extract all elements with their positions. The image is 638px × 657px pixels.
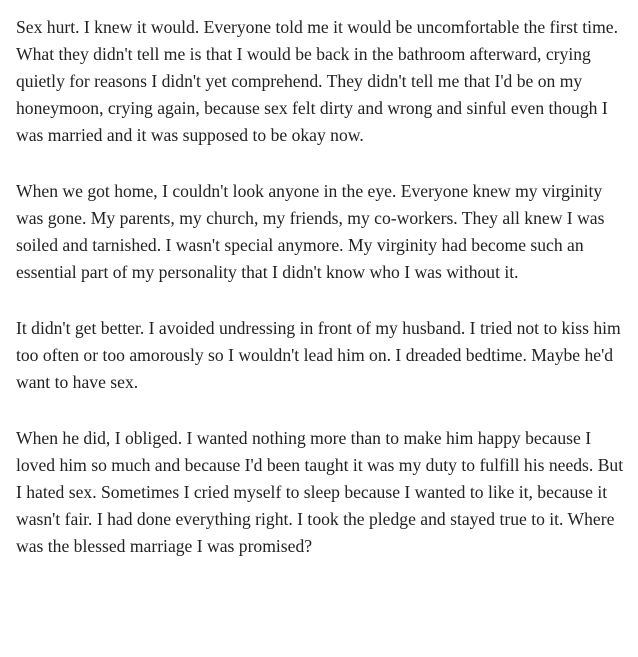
paragraph-2: When we got home, I couldn't look anyone in the eye. Everyone knew my virginity was gone. My parents, my church, my friends, my co-workers. They all knew I was soiled and tarnished. I wasn't special anymore. My virginity had become such an essential part of my personality that I didn't know who I was without it. xyxy=(16,181,605,282)
paragraph-4: When he did, I obliged. I wanted nothing more than to make him happy because I loved him so much and because I'd been taught it was my duty to fulfill his needs. But I hated sex. Sometimes I cried myself to sleep because I wanted to like it, because it wasn't fair. I had done everything right. I took the pledge and stayed true to it. Where was the blessed marriage I was promised? xyxy=(16,428,624,556)
paragraph-3: It didn't get better. I avoided undressing in front of my husband. I tried not to kiss him too often or too amorously so I wouldn't lead him on. I dreaded bedtime. Maybe he'd want to have sex. xyxy=(16,318,621,392)
paragraph-1: Sex hurt. I knew it would. Everyone told me it would be uncomfortable the first time. What they didn't tell me is that I would be back in the bathroom afterward, crying quietly for reasons I didn't yet comprehend. They didn't tell me that I'd be on my honeymoon, crying again, because sex felt dirty and wrong and sinful even though I was married and it was supposed to be okay now. xyxy=(16,17,618,145)
